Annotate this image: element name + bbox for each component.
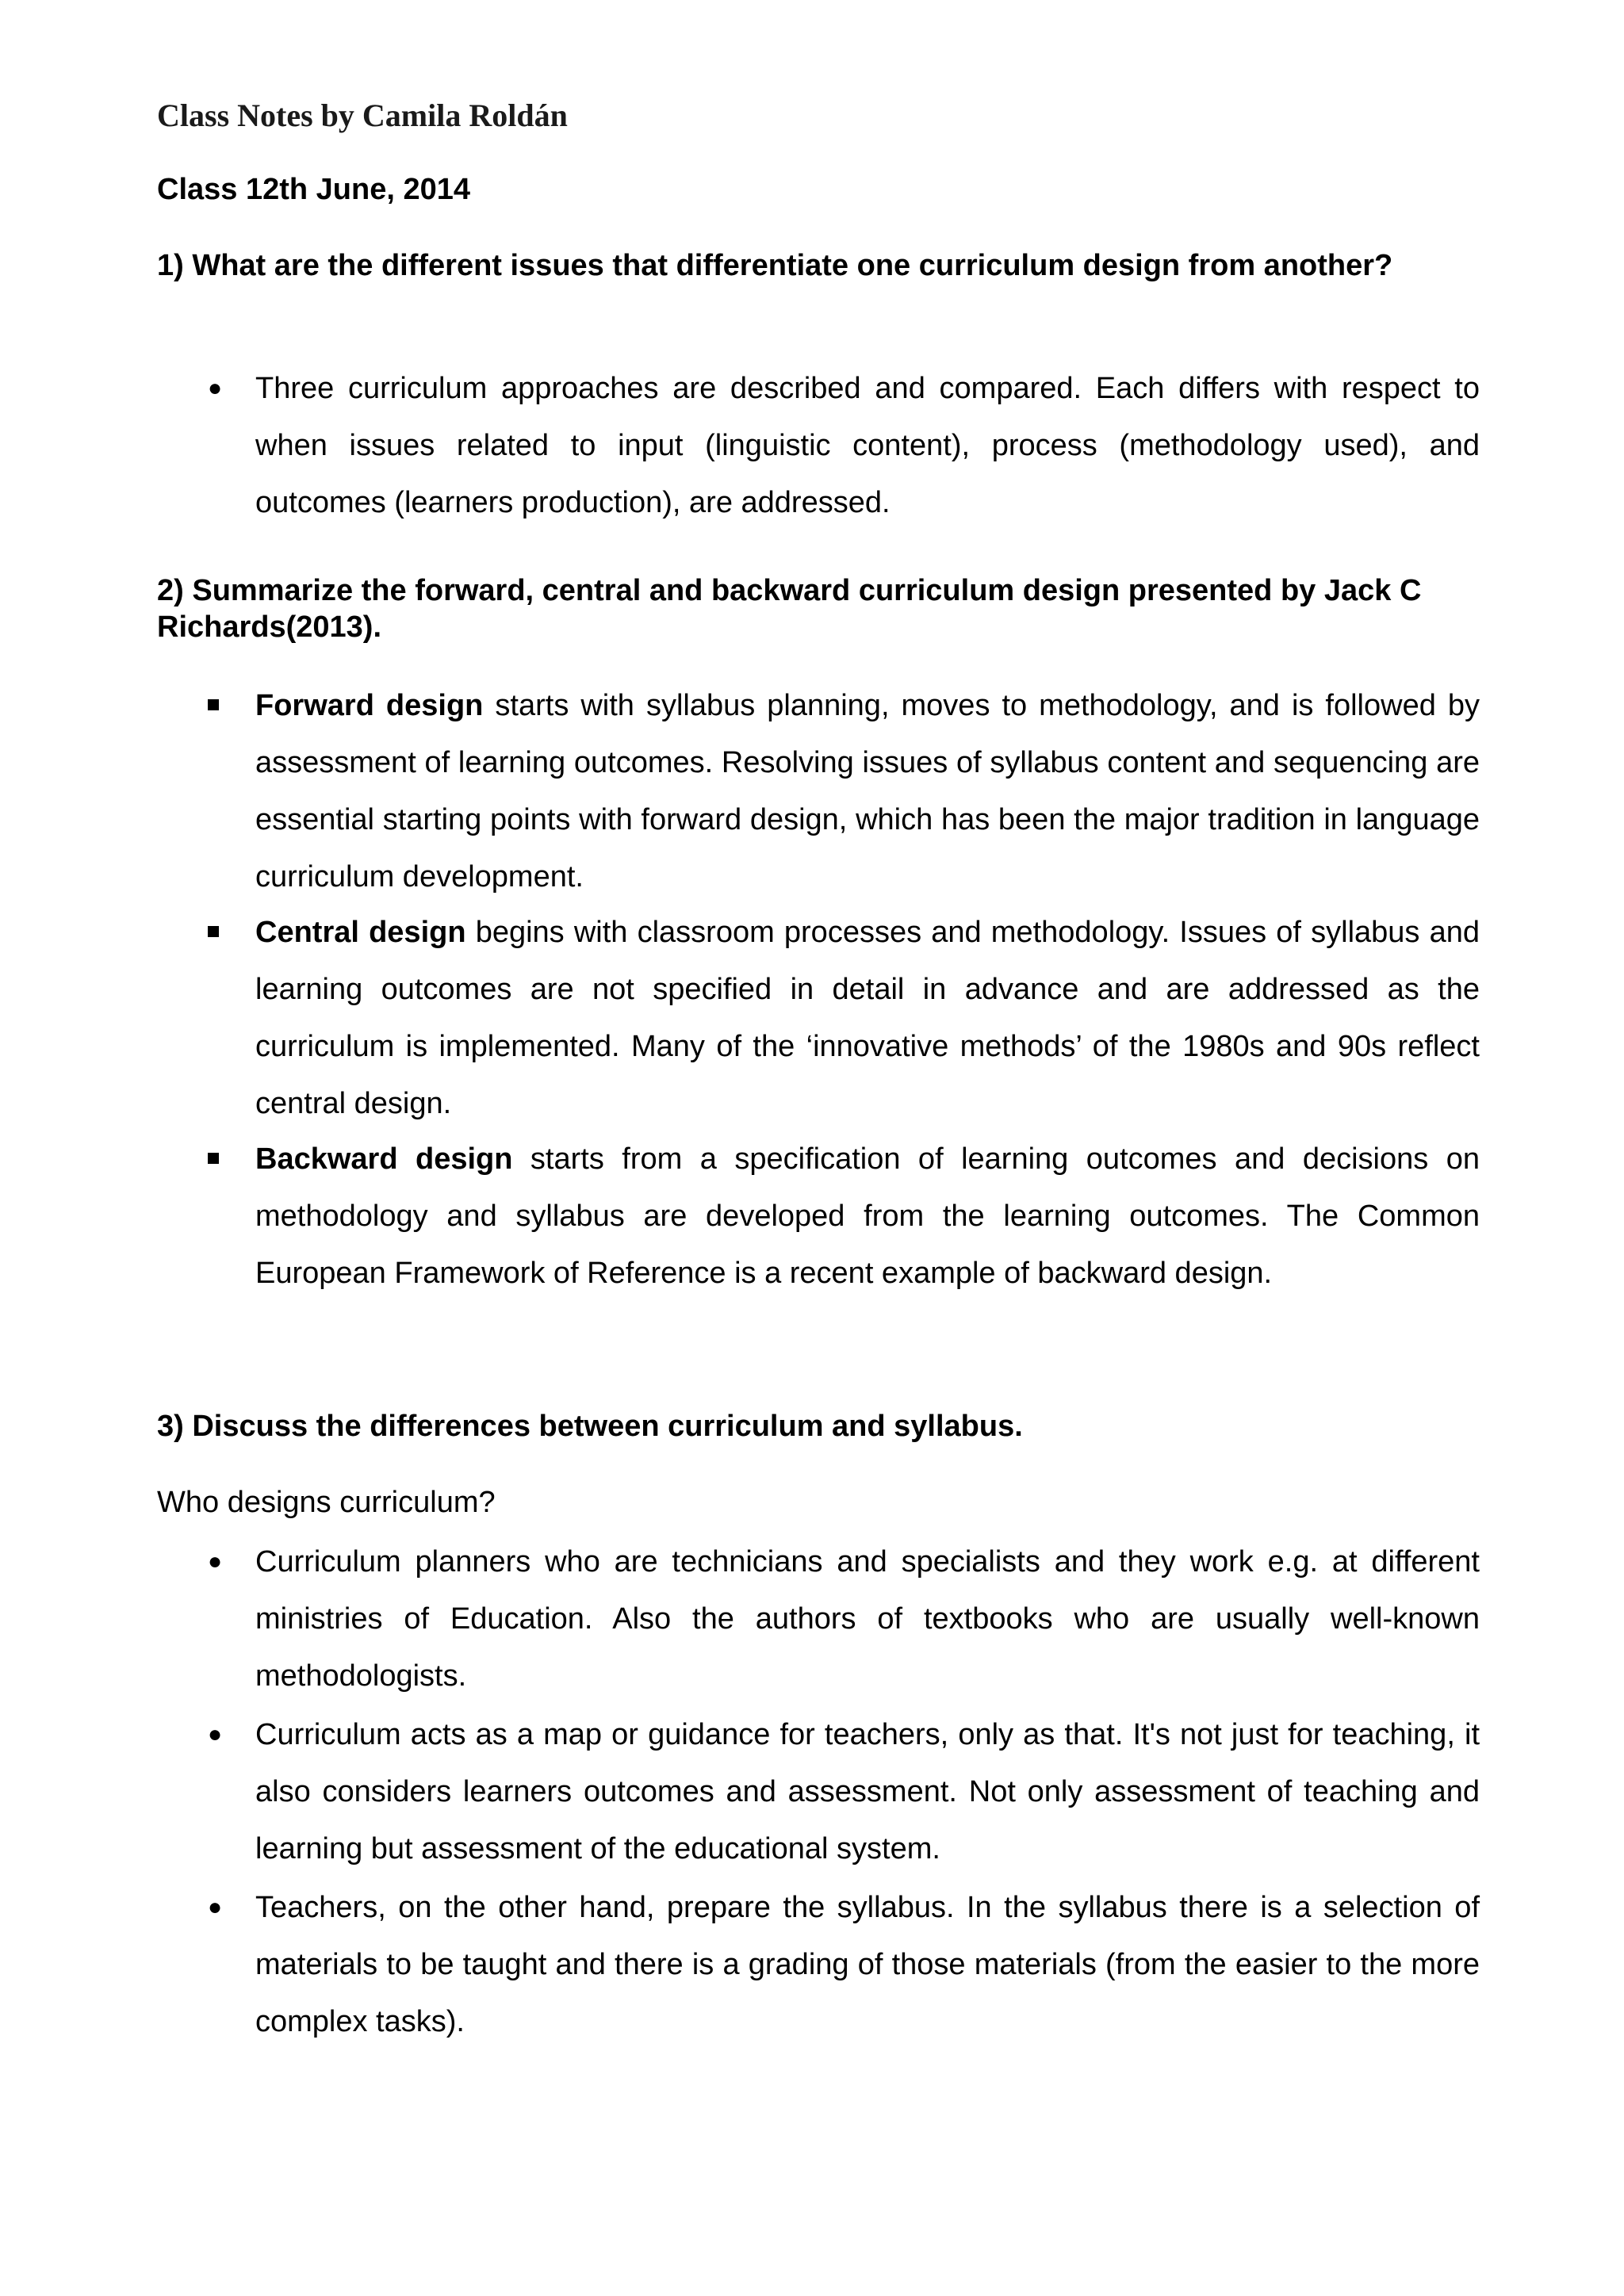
term-backward-design: Backward design xyxy=(255,1142,513,1176)
central-design-text: begins with classroom processes and methodology. Issues of syllabus and learning outcomes are not specified in detail in advance and are addressed as the curriculum is implemented. Many of the ‘innovative methods’ of the 1980s and 90s reflect central design. xyxy=(255,916,1480,1120)
question-2: 2) Summarize the forward, central and backward curriculum design presented by Jack C Richards(2013). xyxy=(157,574,1422,644)
question-3: 3) Discuss the differences between curriculum and syllabus. xyxy=(157,1410,1023,1443)
class-date: Class 12th June, 2014 xyxy=(157,173,470,206)
forward-design-text: starts with syllabus planning, moves to methodology, and is followed by assessment of learning outcomes. Resolving issues of syllabus content and sequencing are essential starting points with forward design, which has been the major tradition in language curriculum development. xyxy=(255,689,1480,894)
bullet-square-icon xyxy=(208,699,219,710)
q2-item-backward xyxy=(255,1131,1480,1302)
q3-bullet-2: Curriculum acts as a map or guidance for teachers, only as that. It's not just for teaching, it also considers learners outcomes and assessment. Not only assessment of teaching and learning but assessment of the educational system. xyxy=(255,1718,1480,1866)
q2-item-forward xyxy=(255,677,1480,905)
bullet-dot-icon: ● xyxy=(208,1894,223,1920)
backward-design-text: starts from a specification of learning outcomes and decisions on methodology and syllabus are developed from the learning outcomes. The Common European Framework of Reference is a recent example of backward design. xyxy=(255,1142,1480,1290)
bullet-dot-icon: ● xyxy=(208,1548,223,1575)
q1-bullet-1: Three curriculum approaches are described and compared. Each differs with respect to when issues related to input (linguistic content), process (methodology used), and outcomes (learners production), are addressed. xyxy=(255,372,1480,519)
bullet-square-icon xyxy=(208,1153,219,1164)
bullet-square-icon xyxy=(208,926,219,937)
q3-bullet-3: Teachers, on the other hand, prepare the syllabus. In the syllabus there is a selection of materials to be taught and there is a grading of those materials (from the easier to the more complex tasks). xyxy=(255,1891,1480,2038)
q3-subheading: Who designs curriculum? xyxy=(157,1486,496,1519)
bullet-dot-icon: ● xyxy=(208,375,223,401)
q3-bullet-1: Curriculum planners who are technicians and specialists and they work e.g. at different ministries of Education. Also the authors of textbooks who are usually well-known methodologists. xyxy=(255,1545,1480,1693)
q2-item-central xyxy=(255,904,1480,1132)
author-line: Class Notes by Camila Roldán xyxy=(157,98,568,133)
question-1: 1) What are the different issues that differentiate one curriculum design from another? xyxy=(157,249,1393,282)
bullet-dot-icon: ● xyxy=(208,1721,223,1747)
term-central-design: Central design xyxy=(255,916,466,949)
term-forward-design: Forward design xyxy=(255,689,484,722)
